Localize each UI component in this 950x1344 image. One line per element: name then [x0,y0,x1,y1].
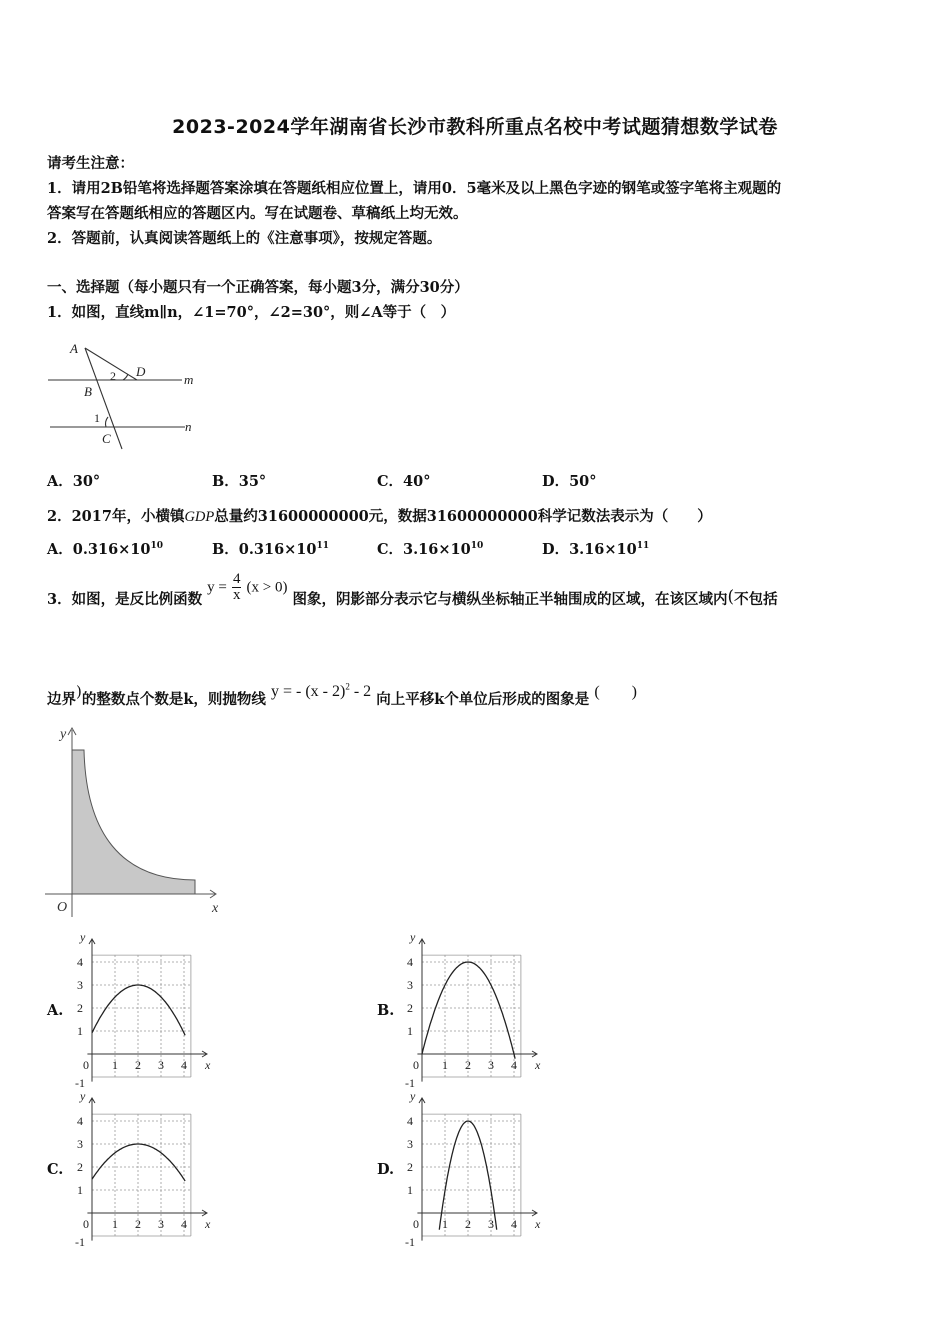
q2-option-c[interactable]: C．$3.16\times 10^{10}$ [377,541,484,558]
q1-figure [40,336,210,454]
tick-label-neg: -1 [405,1076,415,1090]
q3-stem-line-1: 3．如图，是反比例函数 y = $\frac{4}{x}$ (x > 0) 图象，阴影部分表示它与横纵坐标轴正半轴围成的区域，在该区域内(不包括 [47,571,778,608]
tick-label-x: 0 [83,1058,89,1072]
parabola-curve [92,985,185,1035]
q1-stem: 1．如图，直线m∥n，∠1=70°，∠2=30°，则∠A等于（ ） [47,304,456,321]
tick-label-y: 2 [77,1001,83,1015]
label-n: n [185,419,192,434]
label-m: m [184,372,194,387]
tick-label-x: 2 [135,1058,141,1072]
tick-label-x: 1 [442,1058,448,1072]
q1-option-c[interactable]: C．40° [377,473,431,490]
axis-label-x: x [205,1058,211,1072]
tick-label-y: 1 [77,1183,83,1197]
label-c: C [102,431,111,446]
axis-label-x: x [535,1217,541,1231]
label-angle-1: 1 [94,411,100,425]
tick-label-y: 3 [77,1137,83,1151]
axis-label-x: x [205,1217,211,1231]
label-a: A [70,341,78,356]
q3-hyperbola-figure [40,722,240,922]
tick-label-y: 3 [407,978,413,992]
axis-label-y: y [80,930,86,944]
q3-option-d-label[interactable]: D. [377,1161,395,1178]
label-b: B [84,384,92,399]
tick-label-y: 2 [77,1160,83,1174]
tick-label-x: 3 [158,1058,164,1072]
tick-label-x: 2 [465,1217,471,1231]
axis-label-x: x [535,1058,541,1072]
notice-line-1: 1．请用2B铅笔将选择题答案涂填在答题纸相应位置上，请用0．5毫米及以上黑色字迹的钢笔或签字笔将主观题的 [47,180,782,197]
tick-label-x: 1 [442,1217,448,1231]
tick-label-x: 2 [465,1058,471,1072]
tick-label-x: 2 [135,1217,141,1231]
tick-label-x: 1 [112,1217,118,1231]
q3-option-c-graph[interactable] [70,1089,220,1249]
axis-label-y: y [410,1089,416,1103]
tick-label-y: 4 [407,955,413,969]
label-angle-2: 2 [110,369,116,383]
q3-option-b-graph[interactable] [400,930,550,1090]
tick-label-neg: -1 [75,1076,85,1090]
tick-label-y: 2 [407,1160,413,1174]
tick-label-x: 4 [511,1217,517,1231]
q1-option-b[interactable]: B．35° [212,473,267,490]
axis-label-y: y [410,930,416,944]
q3-option-b-label[interactable]: B. [377,1002,395,1019]
parabola-curve [92,1144,185,1181]
tick-label-x: 3 [158,1217,164,1231]
page-title: 2023-2024学年湖南省长沙市教科所重点名校中考试题猜想数学试卷 [172,116,778,138]
axis-label-x: x [212,901,219,916]
tick-label-x: 4 [181,1058,187,1072]
q2-option-b[interactable]: B．$0.316\times 10^{11}$ [212,541,330,558]
tick-label-y: 2 [407,1001,413,1015]
q2-option-d[interactable]: D．$3.16\times 10^{11}$ [542,541,650,558]
tick-label-y: 3 [77,978,83,992]
axis-label-y: y [80,1089,86,1103]
tick-label-x: 4 [181,1217,187,1231]
origin-label: O [57,900,68,915]
tick-label-y: 4 [77,1114,83,1128]
q3-option-a-graph[interactable] [70,930,220,1090]
section-heading: 一、选择题（每小题只有一个正确答案，每小题3分，满分30分） [47,279,469,296]
q3-stem-line-2: 边界)的整数点个数是k，则抛物线 y = - (x - 2)$^2$ - 2 向上平移k个单位后形成的图象是 ( ) [47,682,637,709]
notice-line-2: 答案写在答题纸相应的答题区内。写在试题卷、草稿纸上均无效。 [47,205,468,222]
q1-option-a[interactable]: A．30° [47,473,101,490]
tick-label-y: 4 [407,1114,413,1128]
q2-stem: 2．2017年，小横镇GDP总量约31600000000元，数据31600000000科学记数法表示为（ ） [47,508,712,525]
tick-label-x: 0 [413,1058,419,1072]
notice-line-3: 2．答题前，认真阅读答题纸上的《注意事项》，按规定答题。 [47,230,442,247]
q3-option-a-label[interactable]: A. [47,1002,64,1019]
tick-label-y: 1 [407,1024,413,1038]
label-d: D [136,364,146,379]
shaded-region [72,750,195,894]
tick-label-y: 4 [77,955,83,969]
axis-label-y: y [60,727,67,742]
tick-label-neg: -1 [405,1235,415,1249]
q3-option-d-graph[interactable] [400,1089,550,1249]
tick-label-x: 1 [112,1058,118,1072]
q3-function-fraction: $\frac{4}{x}$ [232,571,241,603]
tick-label-x: 4 [511,1058,517,1072]
tick-label-x: 0 [413,1217,419,1231]
parabola-curve [422,962,515,1059]
q3-option-c-label[interactable]: C. [47,1161,64,1178]
tick-label-neg: -1 [75,1235,85,1249]
tick-label-x: 0 [83,1217,89,1231]
notice-heading: 请考生注意： [47,155,134,172]
tick-label-x: 3 [488,1217,494,1231]
tick-label-y: 1 [407,1183,413,1197]
tick-label-y: 1 [77,1024,83,1038]
tick-label-x: 3 [488,1058,494,1072]
q1-option-d[interactable]: D．50° [542,473,597,490]
q2-option-a[interactable]: A．$0.316\times 10^{10}$ [47,541,164,558]
tick-label-y: 3 [407,1137,413,1151]
